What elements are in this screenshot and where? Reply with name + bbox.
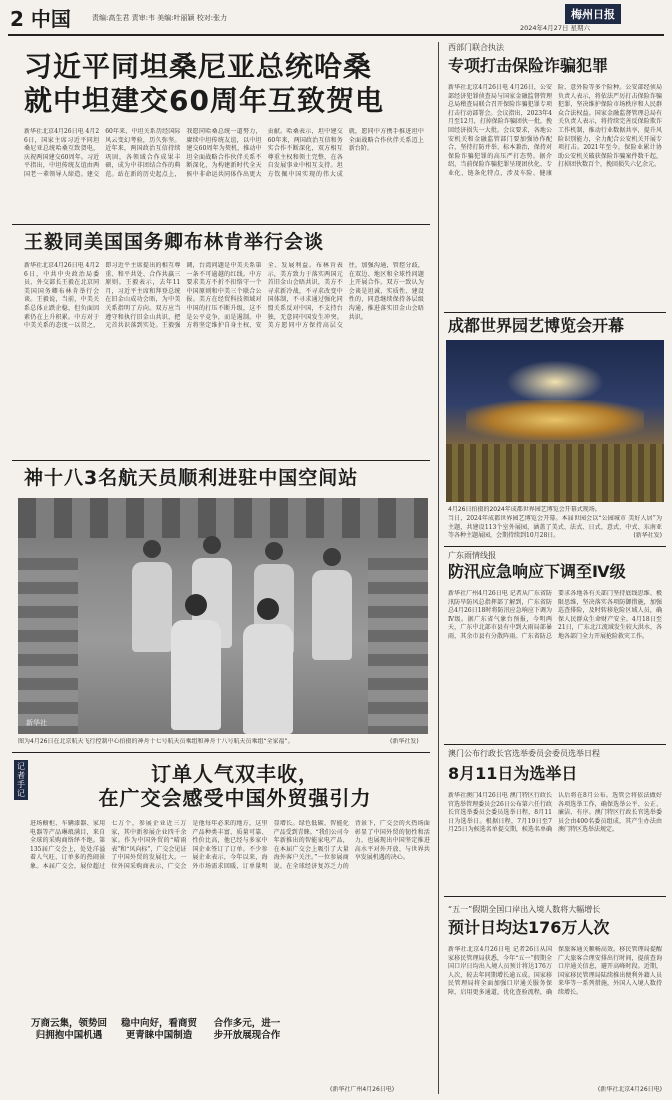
astronaut-figure	[240, 598, 296, 734]
mayday-article	[448, 918, 662, 938]
newspaper-logo: 梅州日报	[565, 4, 621, 24]
photo-watermark: 新华社	[26, 719, 47, 727]
insurance-article	[448, 56, 662, 76]
tradefair-body: 进场橱柜、车辆漆器、家用电器等产品琳琅满目，来自全球的采购商络绎不绝。第135届广交会上，处处洋溢着人气旺、订单多的热闹景象。本届广交会，展位超过七万个，参展企业近三万家，其中新参展企业四千余家。作为中国外贸的“晴雨表”和“风向标”，广交会见证了中国外贸的发展壮大。一位外国采购商表示，广交会是他每年必来的地方，这里产品种类丰富、质量可靠、性价比高，他已经与多家中国企业签订了订单。不少参展企业表示，今年以来，海外市场需求回暖，订单量明显增长。绿色低碳、智能化产品受到青睐。“我们公司今年新推出的智能家电产品，在本届广交会上吸引了大量海外客户关注。”一位参展商说。在全球经济复苏乏力的背景下，广交会的火热场面彰显了中国外贸的韧性和活力，也展现出中国坚定推进高水平对外开放、与世界共享发展机遇的决心。	[30, 820, 430, 870]
divider	[444, 744, 666, 745]
tradefair-subhead-1: 万商云集，领势回归拥抱中国机遇	[30, 1018, 107, 1041]
column-divider	[438, 42, 439, 1094]
tradefair-subhead-2: 稳中向好，看商贸更青睐中国制造	[118, 1018, 200, 1042]
mayday-body: 新华社北京4月26日电 记者26日从国家移民管理局获悉，今年“五一”假期全国口岸日均出入境人员预计将达176万人次，较去年同期增长逾五成。国家移民管理局将全面加强口岸通关服务保障，启用更多通道，优化查验流程，确保旅客通关顺畅高效。移民管理局提醒广大旅客合理安排出行时间，提前查询口岸通关信息，避开高峰时段。近期，国家移民管理局陆续推出便利外籍人员来华等一系列措施，外国人入境人数持续增长。	[448, 946, 662, 996]
reporter-notes-label: 记者手记	[14, 760, 28, 800]
flower-expo-photo	[446, 340, 664, 502]
divider	[12, 460, 430, 461]
macau-kicker: 澳门公布行政长官选举委员会委员选举日程	[448, 749, 600, 758]
flower-body: 当日，2024年成都世界园艺博览会开幕。本届世园会以“公园城市 美好人居”为主题，共建设113个室外展园，涵盖了美式、法式、日式、意式、中式、东南亚等各种主题展园，会期持续到10月28日。	[448, 515, 662, 540]
divider	[444, 312, 666, 313]
flower-headline: 成都世界园艺博览会开幕	[448, 316, 625, 335]
divider	[444, 546, 666, 547]
flower-caption: 4月26日拍摄的2024年成都世界园艺博览会开幕式现场。	[448, 506, 601, 513]
page-number: 2 中国	[10, 7, 71, 31]
shenzhou-caption: 图为4月26日在北京航天飞行控制中心拍摄的神舟十七号航天员乘组和神舟十八号航天员乘组“全家福”。	[18, 738, 294, 745]
wangyi-body: 新华社北京4月26日电 4月26日，中共中央政治局委员、外交部长王毅在北京同美国国务卿布林肯举行会谈。王毅说，当前，中美关系总体止跌企稳，但负面因素仍在上升积累。中方对于中美关系的态度一以贯之，即习近平主席提出的相互尊重、和平共处、合作共赢三原则。王毅表示，去年11月，习近平主席和拜登总统在旧金山成功会晤，为中美关系指明了方向。双方应当遵守和执行旧金山共识，把元首共识落到实处。王毅强调，台湾问题是中美关系第一条不可逾越的红线。中方要求美方不折不扣恪守一个中国原则和中美三个联合公报。美方在经贸科技领域对中国的打压不断升级，这不是公平竞争，而是遏制。中方将坚定维护自身主权、安全、发展利益。布林肯表示，美方致力于落实两国元首旧金山会晤共识，美方不寻求新冷战，不寻求改变中国体制，不寻求通过强化同盟关系反对中国，不支持台独，无意同中国发生冲突。美方愿同中方保持高层交往，加强沟通，管控分歧，在双边、地区和全球性问题上开展合作。双方一致认为会谈是坦诚、实质性、建设性的，同意继续保持各层级沟通，推进落实旧金山会晤共识。	[24, 262, 424, 330]
insurance-headline: 专项打击保险诈骗犯罪	[448, 56, 609, 75]
flood-kicker: 广东雨情线报	[448, 551, 496, 560]
wangyi-headline: 王毅同美国国务卿布林肯举行会谈	[24, 231, 325, 253]
shenzhou-headline: 神十八3名航天员顺利进驻中国空间站	[24, 467, 359, 489]
flood-body: 新华社广州4月26日电 记者从广东省防汛防旱防风总指挥部了解到，广东省防总4月26日18时将防汛应急响应下调为Ⅳ级。据广东省气象台预报，今明两天，广东中北部市县有中到大雨局部暴雨，其余市县有分散阵雨。广东省防总要求各地各有关部门坚持底线思维、极限思维，坚决落实各项防御措施，加强巡查排险，及时转移危险区域人员，确保人民群众生命财产安全。4月18日至21日，广东北江流域发生较大洪水，各地各部门全力开展抢险救灾工作。	[448, 590, 662, 640]
flower-credit: (新华社发)	[633, 532, 662, 539]
astronaut-figure	[308, 548, 356, 668]
lead-body: 新华社北京4月26日电 4月26日，国家主席习近平同坦桑尼亚总统哈桑互致贺电，庆祝两国建交60周年。习近平指出，中坦传统友谊由两国老一辈领导人缔造。建交60年来，中坦关系历经国际风云变幻考验，历久弥坚。近年来，两国政治互信持续巩固，各领域合作成果丰硕，成为中非团结合作的典范。站在新的历史起点上，我愿同哈桑总统一道努力，赓续中坦传统友谊，以中坦建交60周年为契机，推动中坦全面战略合作伙伴关系不断深化，为构建新时代全天候中非命运共同体作出更大贡献。哈桑表示，坦中建交60年来，两国政治互信和务实合作不断深化，双方相互尊重主权和领土完整，在各自发展事业中相互支持。坦方钦佩中国实现的伟大成就，愿同中方携手推进坦中全面战略合作伙伴关系迈上新台阶。	[24, 128, 424, 178]
masthead-rule	[8, 34, 664, 36]
insurance-body: 新华社北京4月26日电 4月26日，公安部经济犯罪侦查局与国家金融监督管理总局稽查局联合召开保险诈骗犯罪专项打击行动部署会。会议指出，2023年4月至12月，打掉保险诈骗团伙一批，挽回经济损失一大批。会议要求，各地公安机关和金融监管部门要加强协作配合，坚持打防并举、标本兼治，保持对保险诈骗犯罪的高压严打态势。据介绍，当前保险诈骗犯罪呈现团伙化、专业化、链条化特点，涉及车险、健康险、意外险等多个险种。公安部经侦局负责人表示，将依法严厉打击保险诈骗犯罪，坚决维护保险市场秩序和人民群众合法权益。国家金融监督管理总局有关负责人表示，将持续完善反保险欺诈工作机制，推动行业数据共享，提升风险识别能力，全力配合公安机关开展专项打击。2021年至今，保险业累计协助公安机关破获保险诈骗案件数千起，打掉团伙数百个，挽回损失六亿余元。	[448, 84, 662, 177]
issue-date: 2024年4月27日 星期六	[520, 24, 591, 32]
staff-credits: 责编:高生君 责审:韦 美编:叶丽颖 校对:张力	[92, 14, 228, 22]
mayday-dateline: (新华社北京4月26日电)	[597, 1086, 662, 1093]
mayday-kicker: “五一”假期全国口岸出入境人数将大幅增长	[448, 905, 601, 914]
tradefair-headline: 订单人气双丰收， 在广交会感受中国外贸强引力	[98, 762, 372, 810]
wangyi-article	[24, 230, 424, 254]
divider	[12, 752, 430, 753]
divider	[444, 896, 666, 897]
flower-article	[448, 316, 662, 336]
flood-headline: 防汛应急响应下调至Ⅳ级	[448, 562, 626, 581]
macau-article	[448, 764, 662, 784]
shenzhou-article	[24, 466, 424, 490]
tradefair-subhead-3: 合作多元，进一步开放展现合作	[210, 1018, 284, 1042]
macau-headline: 8月11日为选举日	[448, 764, 578, 783]
section-name: 中国	[30, 7, 71, 31]
lead-headline: 习近平同坦桑尼亚总统哈桑 就中坦建交60周年互致贺电	[24, 50, 384, 117]
tradefair-dateline: (新华社广州4月26日电)	[330, 1086, 395, 1093]
flood-article	[448, 562, 662, 582]
macau-body: 新华社澳门4月26日电 澳门特区行政长官选举管理委员会26日公布第六任行政长官选举委员会委员选举日程，8月11日为选举日。根据日程，7月19日至7月25日为候选名单提交期，候选名单确认后将在8月公布。选管会将依法做好各项选举工作，确保选举公平、公正、廉洁、有序。澳门特区行政长官选举委员会由400名委员组成，其产生办法由澳门特区选举法规定。	[448, 792, 662, 834]
space-station-photo	[18, 498, 428, 734]
insurance-kicker: 西部门联合执法	[448, 43, 504, 52]
shenzhou-credit: (新华社发)	[390, 738, 419, 745]
astronaut-figure	[168, 594, 224, 734]
mayday-headline: 预计日均达176万人次	[448, 918, 610, 937]
divider	[12, 224, 430, 225]
